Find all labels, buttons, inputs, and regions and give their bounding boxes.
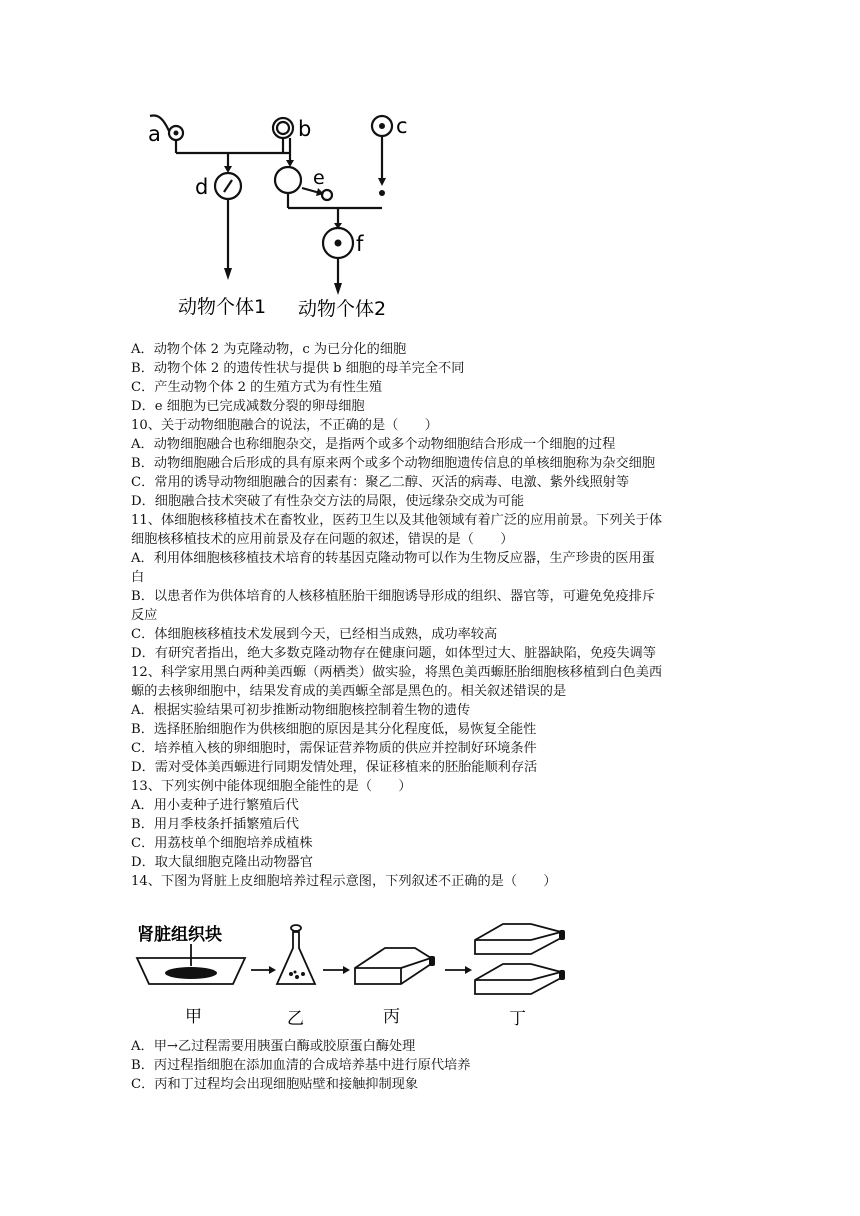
q11-stem-line-2: 细胞核移植技术的应用前景及存在问题的叙述，错误的是（ ） [131,532,514,547]
q13-option-a[interactable]: A．用小麦种子进行繁殖后代 [131,798,299,813]
q11-stem-line-1: 11、体细胞核移植技术在畜牧业，医药卫生以及其他领域有着广泛的应用前景。下列关于体 [131,513,663,528]
q12-option-a[interactable]: A．根据实验结果可初步推断动物细胞核控制着生物的遗传 [131,703,471,718]
stage-bing: 丙 [383,1007,400,1027]
q12-option-b[interactable]: B．选择胚胎细胞作为供核细胞的原因是其分化程度低，易恢复全能性 [131,722,537,737]
q10-option-d[interactable]: D．细胞融合技术突破了有性杂交方法的局限，使远缘杂交成为可能 [131,494,525,509]
q13-option-d[interactable]: D．取大鼠细胞克隆出动物器官 [131,855,314,870]
q14-option-a[interactable]: A．甲→乙过程需要用胰蛋白酶或胶原蛋白酶处理 [131,1039,416,1054]
label-c: c [396,114,408,138]
subculture-flask-2 [475,964,561,994]
q14-option-b[interactable]: B．丙过程指细胞在添加血清的合成培养基中进行原代培养 [131,1058,471,1073]
q14-options [131,1037,731,1094]
q11-option-a-cont[interactable]: 白 [131,570,145,585]
figure-title: 肾脏组织块 [137,925,222,945]
q13-option-c[interactable]: C．用荔枝单个细胞培养成植株 [131,836,313,851]
subculture-flask-1 [475,924,561,954]
q11-option-d[interactable]: D．有研究者指出，绝大多数克隆动物存在健康问题，如体型过大、脏器缺陷，免疫失调等 [131,646,656,661]
q10-option-a[interactable]: A．动物细胞融合也称细胞杂交，是指两个或多个动物细胞结合形成一个细胞的过程 [131,437,616,452]
label-e: e [313,167,325,189]
q10-option-b[interactable]: B．动物细胞融合后形成的具有原来两个或多个动物细胞遗传信息的单核细胞称为杂交细胞 [131,456,655,471]
kidney-culture-diagram [133,918,578,1030]
culture-flask [355,948,431,984]
q9-option-a[interactable]: A．动物个体 2 为克隆动物，c 为已分化的细胞 [131,342,407,357]
label-a: a [148,122,161,146]
q14-stem: 14、下图为肾脏上皮细胞培养过程示意图，下列叙述不正确的是（ ） [131,874,557,889]
q9-options [131,340,731,891]
caption-animal-2: 动物个体2 [298,298,387,320]
cell-e [322,190,332,200]
stage-jia: 甲 [185,1007,202,1027]
q11-option-c[interactable]: C．体细胞核移植技术发展到今天，已经相当成熟，成功率较高 [131,627,498,642]
oocyte [275,167,301,193]
q9-option-b[interactable]: B．动物个体 2 的遗传性状与提供 b 细胞的母羊完全不同 [131,361,465,376]
q10-option-c[interactable]: C．常用的诱导动物细胞融合的因素有：聚乙二醇、灭活的病毒、电激、紫外线照射等 [131,475,630,490]
q14-option-c[interactable]: C．丙和丁过程均会出现细胞贴壁和接触抑制现象 [131,1077,419,1092]
q10-stem: 10、关于动物细胞融合的说法，不正确的是（ ） [131,418,438,433]
q11-option-a[interactable]: A．利用体细胞核移植技术培育的转基因克隆动物可以作为生物反应器，生产珍贵的医用蛋 [131,551,655,566]
q13-stem: 13、下列实例中能体现细胞全能性的是（ ） [131,779,412,794]
q11-option-b-cont[interactable]: 反应 [131,608,158,623]
q11-option-b[interactable]: B．以患者作为供体培育的人核移植胚胎干细胞诱导形成的组织、器官等，可避免免疫排斥 [131,589,655,604]
label-b: b [298,117,312,141]
q9-option-d[interactable]: D．e 细胞为已完成减数分裂的卵母细胞 [131,399,365,414]
stage-ding: 丁 [509,1009,526,1029]
q12-option-d[interactable]: D．需对受体美西螈进行同期发情处理，保证移植来的胚胎能顺利存活 [131,760,538,775]
label-f: f [356,232,364,256]
q13-option-b[interactable]: B．用月季枝条扦插繁殖后代 [131,817,299,832]
label-d: d [195,175,209,199]
q12-option-c[interactable]: C．培养植入核的卵细胞时，需保证营养物质的供应并控制好环境条件 [131,741,537,756]
q9-option-c[interactable]: C．产生动物个体 2 的生殖方式为有性生殖 [131,380,383,395]
stage-yi: 乙 [287,1009,304,1029]
q12-stem-line-1: 12、科学家用黑白两种美西螈（两栖类）做实验，将黑色美西螈胚胎细胞核移植到白色美西 [131,665,663,680]
nuclear-transfer-diagram [138,108,428,323]
q12-stem-line-2: 螈的去核卵细胞中，结果发育成的美西螈全部是黑色的。相关叙述错误的是 [131,684,567,699]
caption-animal-1: 动物个体1 [178,296,267,318]
